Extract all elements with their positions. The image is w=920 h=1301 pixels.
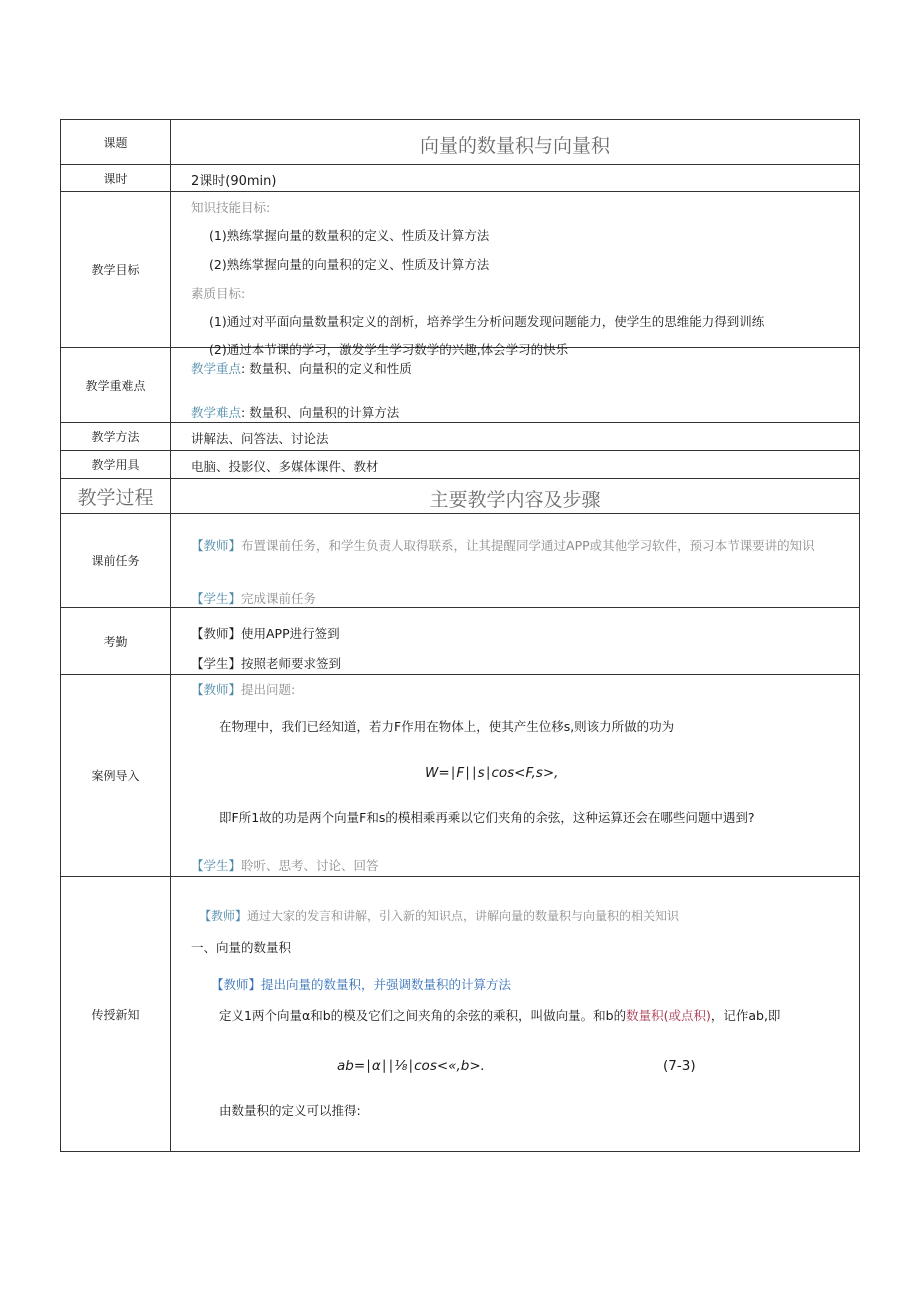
focus-prefix: 教学重点 [191,361,242,376]
difficulty-line [191,403,399,421]
case-paragraph-1: 在物理中，我们已经知道，若力F作用在物体上，使其产生位移s,则该力所做的功为 [219,719,675,734]
nk-teacher [199,907,679,924]
definition-term: 数量积(或点积) [626,1008,711,1023]
case-student [191,856,379,874]
topic-title: 向量的数量积与向量积 [419,135,610,157]
formula-number: (7-3) [663,1058,696,1074]
attendance-student: 【学生】按照老师要求签到 [191,656,342,671]
method-value: 讲解法、问答法、讨论法 [191,431,329,446]
nk-teacher-text: 通过大家的发言和讲解，引入新的知识点，讲解向量的数量积与向量积的相关知识 [247,909,680,923]
hours-value: 2课时(90min) [191,174,277,189]
difficulty-prefix: 教学难点 [191,405,242,420]
pre-task-student [191,589,316,607]
teacher-tag: 【教师】 [191,538,242,553]
dot-product-formula: ab=∣α∣∣⅛∣cos<«,b>. [337,1058,485,1074]
goals-label: 教学目标 [61,192,171,347]
definition-part-b: ，记作ab,即 [710,1008,781,1023]
row-process-header [61,479,859,514]
row-tools [61,451,859,479]
row-case-intro [61,675,859,877]
knowledge-item: (1)熟练掌握向量的数量积的定义、性质及计算方法 [209,228,490,243]
tools-value: 电脑、投影仪、多媒体课件、教材 [191,459,379,474]
quality-heading: 素质目标: [191,286,246,301]
definition-line [219,1006,780,1024]
student-tag: 【学生】 [191,591,242,606]
teacher-tag: 【教师】 [191,682,242,697]
topic-label: 课题 [61,120,171,164]
knowledge-heading: 知识技能目标: [191,200,271,215]
row-method [61,423,859,451]
method-label: 教学方法 [61,423,171,450]
row-goals [61,192,859,357]
work-formula: W=∣F∣∣s∣cos<F,s>, [425,765,559,781]
knowledge-item: (2)熟练掌握向量的向量积的定义、性质及计算方法 [209,257,490,272]
student-tag: 【学生】 [191,858,242,873]
new-knowledge-label: 传授新知 [61,877,171,1151]
row-topic [61,120,859,165]
quality-item: (1)通过对平面向量数量积定义的剖析，培养学生分析问题发现问题能力，使学生的思维能力得到训练 [209,314,765,329]
difficulty-text: : 数量积、向量积的计算方法 [241,405,400,420]
process-title: 主要教学内容及步骤 [429,489,601,511]
pre-task-teacher-text: 布置课前任务，和学生负责人取得联系，让其提醒同学通过APP或其他学习软件，预习本节课要讲的知识 [241,538,815,553]
hours-label: 课时 [61,165,171,191]
pre-task-student-text: 完成课前任务 [241,591,317,606]
tools-label: 教学用具 [61,451,171,478]
row-key-points [61,348,859,423]
derive-line: 由数量积的定义可以推得: [219,1103,361,1118]
focus-text: : 数量积、向量积的定义和性质 [241,361,412,376]
row-pre-task [61,514,859,608]
row-new-knowledge [61,877,859,1151]
case-teacher [191,680,295,698]
nk-teacher-2 [211,975,511,993]
lesson-plan-table [60,119,860,1152]
teacher-tag: 【教师】 [211,977,262,992]
attendance-teacher: 【教师】使用APP进行签到 [191,626,340,641]
teacher-tag: 【教师】 [199,909,248,923]
row-attendance [61,608,859,675]
pre-task-teacher [191,534,853,557]
focus-line [191,359,412,377]
quality-item: (2)通过本节课的学习，激发学生学习数学的兴趣,体会学习的快乐 [209,342,569,357]
nk-teacher-2-text: 提出向量的数量积，并强调数量积的计算方法 [261,977,512,992]
pre-task-label: 课前任务 [61,514,171,607]
case-student-text: 聆听、思考、讨论、回答 [241,858,379,873]
case-intro-label: 案例导入 [61,675,171,876]
key-label: 教学重难点 [61,348,171,422]
attendance-label: 考勤 [61,608,171,674]
process-label: 教学过程 [61,479,171,513]
definition-part-a: 定义1两个向量α和b的模及它们之间夹角的余弦的乘积，叫做向量。和b的 [219,1008,627,1023]
section-heading-dot-product: 一、向量的数量积 [191,940,292,955]
case-paragraph-2: 即F所1故的功是两个向量F和s的模相乘再乘以它们夹角的余弦，这种运算还会在哪些问题中遇到? [219,810,755,825]
row-hours [61,165,859,192]
case-teacher-text: 提出问题: [241,682,296,697]
